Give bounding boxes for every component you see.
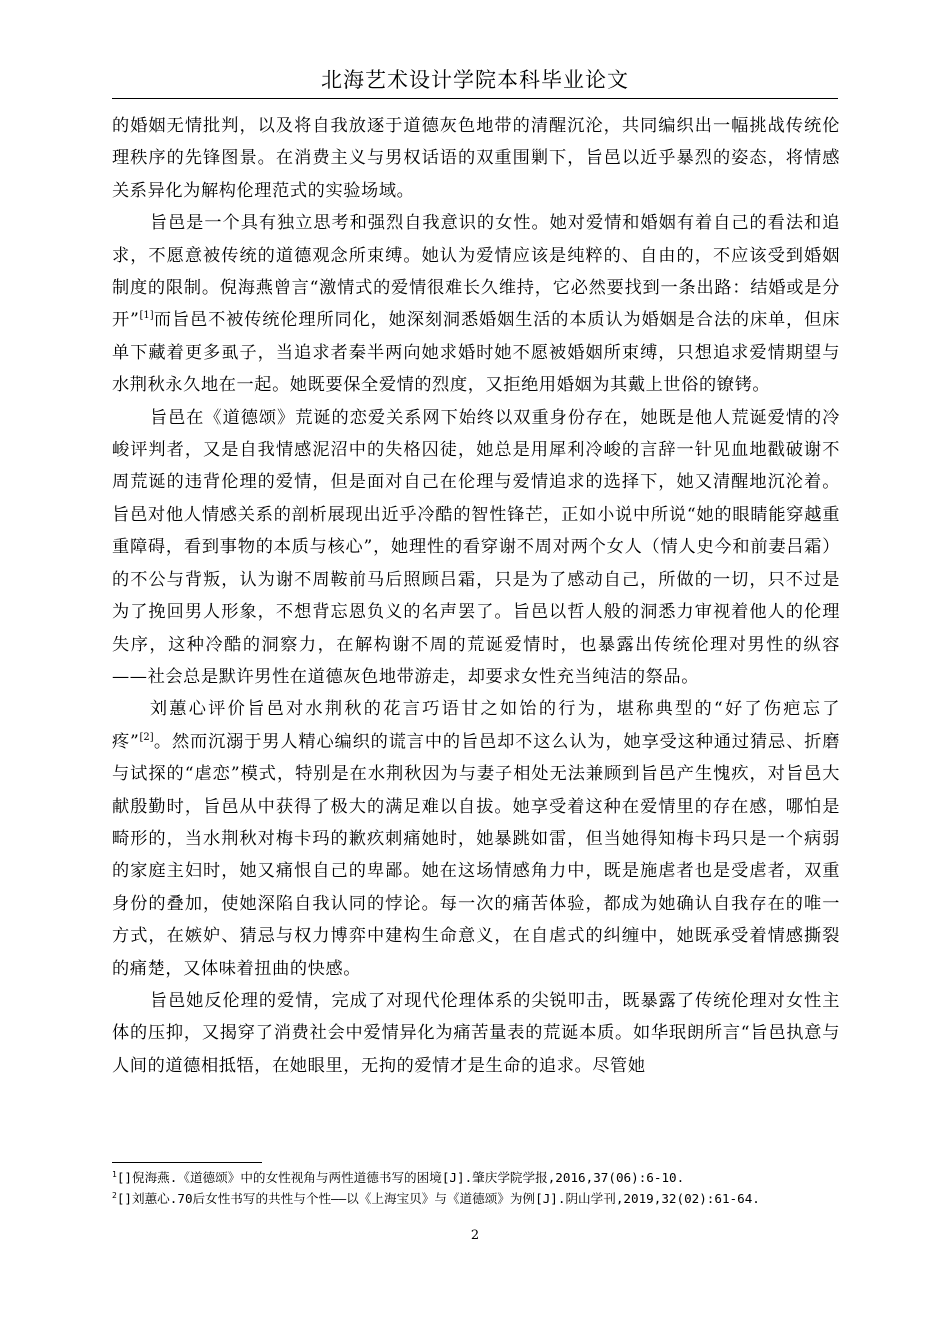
paragraph bbox=[112, 985, 840, 1082]
footnote-ref: [1] bbox=[139, 310, 154, 322]
paragraph bbox=[112, 207, 840, 401]
paragraph-text: 。然而沉溺于男人精心编织的谎言中的旨邑却不这么认为，她享受这种通过猜忌、折磨与试探的“虐恋”模式，特别是在水荆秋因为与妻子相处无法兼顾到旨邑产生愧疚，对旨邑大献殷勤时，旨邑从中获得了极大的满足难以自拔。她享受着这种在爱情里的存在感，哪怕是畸形的，当水荆秋对梅卡玛的歉疚刺痛她时，她暴跳如雷，但当她得知梅卡玛只是一个病弱的家庭主妇时，她又痛恨自己的卑鄙。她在这场情感角力中，既是施虐者也是受虐者，双重身份的叠加，使她深陷自我认同的悖论。每一次的痛苦体验，都成为她确认自我存在的唯一方式，在嫉妒、猜忌与权力博弈中建构生命意义，在自虐式的纠缠中，她既承受着情感撕裂的痛楚，又体味着扭曲的快感。 bbox=[112, 731, 840, 979]
paragraph bbox=[112, 693, 840, 985]
paragraph-text: 的婚姻无情批判，以及将自我放逐于道德灰色地带的清醒沉沦，共同编织出一幅挑战传统伦理秩序的先锋图景。在消费主义与男权话语的双重围剿下，旨邑以近乎暴烈的姿态，将情感关系异化为解构伦理范式的实验场域。 bbox=[112, 116, 840, 201]
body-text bbox=[112, 110, 840, 1082]
paragraph bbox=[112, 402, 840, 694]
footnote-text: []倪海燕.《道德颂》中的女性视角与两性道德书写的困境[J].肇庆学院学报,2016,37(06):6-10. bbox=[116, 1170, 685, 1185]
footnote-separator bbox=[112, 1162, 262, 1163]
paragraph-text: 旨邑在《道德颂》荒诞的恋爱关系网下始终以双重身份存在，她既是他人荒诞爱情的冷峻评判者，又是自我情感泥沼中的失格囚徒，她总是用犀利冷峻的言辞一针见血地戳破谢不周荒诞的违背伦理的爱情，但是面对自己在伦理与爱情追求的选择下，她又清醒地沉沦着。旨邑对他人情感关系的剖析展现出近乎冷酷的智性锋芒，正如小说中所说“她的眼睛能穿越重重障碍，看到事物的本质与核心”，她理性的看穿谢不周对两个女人（情人史今和前妻吕霜）的不公与背叛，认为谢不周鞍前马后照顾吕霜，只是为了感动自己，所做的一切，只不过是为了挽回男人形象，不想背忘恩负义的名声罢了。旨邑以哲人般的洞悉力审视着他人的伦理失序，这种冷酷的洞察力，在解构谢不周的荒诞爱情时，也暴露出传统伦理对男性的纵容——社会总是默许男性在道德灰色地带游走，却要求女性充当纯洁的祭品。 bbox=[112, 407, 840, 687]
footnote-ref: [2] bbox=[139, 731, 154, 743]
running-header: 北海艺术设计学院本科毕业论文 bbox=[321, 68, 629, 92]
footnote bbox=[112, 1188, 840, 1209]
header-rule bbox=[112, 98, 838, 99]
page-number: 2 bbox=[470, 1228, 480, 1243]
paragraph-text: 而旨邑不被传统伦理所同化，她深刻洞悉婚姻生活的本质认为婚姻是合法的床单，但床单下藏着更多虱子，当追求者秦半两向她求婚时她不愿被婚姻所束缚，只想追求爱情期望与水荆秋永久地在一起。她既要保全爱情的烈度，又拒绝用婚姻为其戴上世俗的镣铐。 bbox=[112, 310, 840, 396]
paragraph-text: 刘蕙心评价旨邑对水荆秋的花言巧语甘之如饴的行为，堪称典型的“好了伤疤忘了疼” bbox=[112, 699, 840, 752]
paragraph-text: 旨邑是一个具有独立思考和强烈自我意识的女性。她对爱情和婚姻有着自己的看法和追求，不愿意被传统的道德观念所束缚。她认为爱情应该是纯粹的、自由的，不应该受到婚姻制度的限制。倪海燕曾言“激情式的爱情很难长久维持，它必然要找到一条出路：结婚或是分开” bbox=[112, 213, 840, 331]
footnote bbox=[112, 1167, 840, 1188]
paragraph bbox=[112, 110, 840, 207]
footnote-mark: 1 bbox=[112, 1170, 117, 1179]
footnote-mark: 2 bbox=[112, 1191, 117, 1200]
footnotes bbox=[112, 1167, 840, 1209]
footnote-text: []刘蕙心.70后女性书写的共性与个性——以《上海宝贝》与《道德颂》为例[J].阴山学刊,2019,32(02):61-64. bbox=[116, 1191, 760, 1206]
paragraph-text: 旨邑她反伦理的爱情，完成了对现代伦理体系的尖锐叩击，既暴露了传统伦理对女性主体的压抑，又揭穿了消费社会中爱情异化为痛苦量表的荒诞本质。如华珉朗所言“旨邑执意与人间的道德相抵牾，在她眼里，无拘的爱情才是生命的追求。尽管她 bbox=[112, 990, 840, 1076]
